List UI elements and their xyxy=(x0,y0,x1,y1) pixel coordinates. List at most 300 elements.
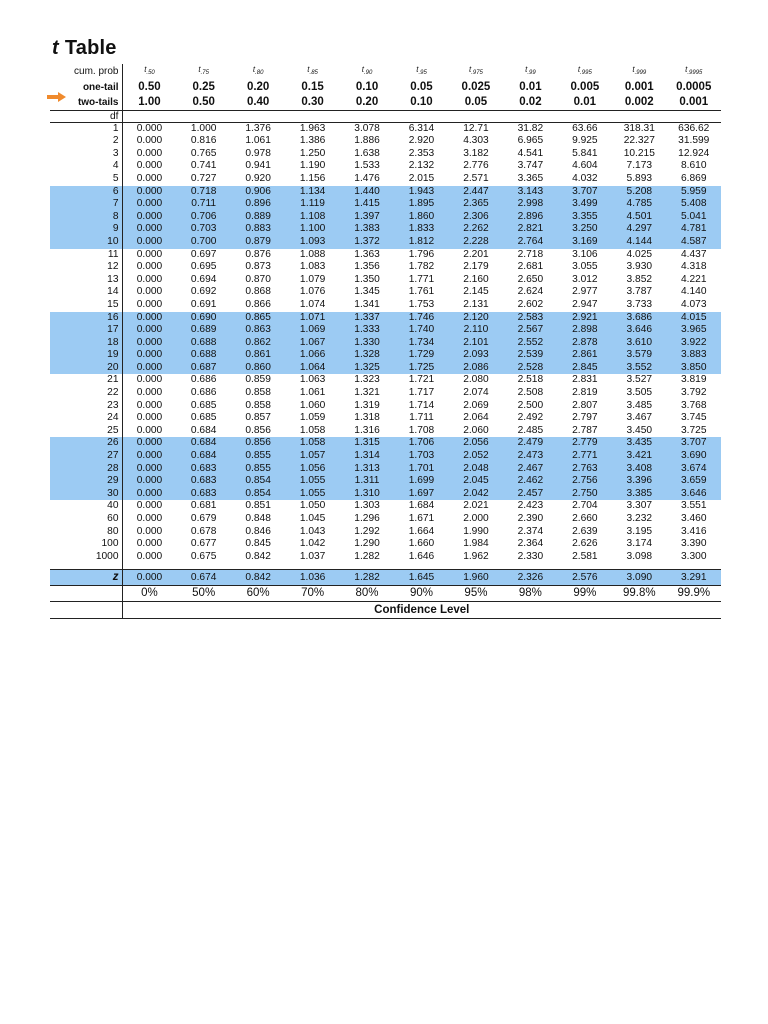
value-cell: 2.845 xyxy=(558,362,612,375)
value-cell: 5.408 xyxy=(667,198,721,211)
table-row xyxy=(50,160,721,173)
df-cell: 29 xyxy=(50,475,122,488)
df-cell: 21 xyxy=(50,374,122,387)
value-cell: 0.000 xyxy=(136,399,163,411)
value-cell: 1.740 xyxy=(394,324,448,337)
value-cell: 2.120 xyxy=(449,312,503,325)
confidence-value: 99.9% xyxy=(667,586,721,602)
value-cell: 2.528 xyxy=(503,362,557,375)
table-row xyxy=(50,135,721,148)
cum-prob-cell xyxy=(612,64,666,80)
value-cell: 3.250 xyxy=(558,223,612,236)
value-cell: 1.060 xyxy=(299,399,326,411)
value-cell: 3.707 xyxy=(558,186,612,199)
value-cell: 0.000 xyxy=(122,211,176,224)
value-cell: 2.552 xyxy=(503,337,557,350)
two-tails-value: 0.002 xyxy=(612,95,666,111)
df-cell: 23 xyxy=(50,400,122,413)
value-cell: 1.156 xyxy=(299,172,326,184)
table-row xyxy=(50,299,721,312)
value-cell: 1.067 xyxy=(285,337,339,350)
two-tails-value: 0.30 xyxy=(285,95,339,111)
value-cell: 3.355 xyxy=(558,211,612,224)
value-cell: 2.998 xyxy=(503,198,557,211)
value-cell: 2.878 xyxy=(558,337,612,350)
value-cell: 1.296 xyxy=(354,513,380,524)
value-cell: 0.690 xyxy=(176,312,230,325)
df-spacer xyxy=(558,110,612,122)
value-cell: 4.140 xyxy=(681,286,707,298)
one-tail-value: 0.0005 xyxy=(676,80,712,93)
table-row xyxy=(50,538,721,551)
value-cell: 2.750 xyxy=(558,488,612,501)
value-cell: 2.821 xyxy=(503,223,557,236)
value-cell: 1.043 xyxy=(299,525,326,537)
value-cell: 3.232 xyxy=(626,513,653,524)
value-cell: 3.098 xyxy=(626,550,653,562)
value-cell: 0.851 xyxy=(245,500,271,512)
table-row xyxy=(50,450,721,463)
value-cell: 1.057 xyxy=(285,450,339,463)
value-cell: 2.626 xyxy=(572,538,598,550)
value-cell: 3.396 xyxy=(612,475,666,488)
value-cell: 3.792 xyxy=(681,387,707,399)
value-cell: 0.683 xyxy=(176,488,230,501)
value-cell: 1.058 xyxy=(285,437,339,450)
value-cell: 1.064 xyxy=(285,362,339,375)
value-cell: 1.860 xyxy=(394,211,448,224)
t-symbol: t xyxy=(525,65,528,74)
value-cell: 3.106 xyxy=(572,248,598,260)
df-label: df xyxy=(50,110,122,122)
value-cell: 3.078 xyxy=(354,122,380,134)
value-cell: 0.941 xyxy=(245,160,271,172)
value-cell: 3.527 xyxy=(626,374,653,386)
value-cell: 0.000 xyxy=(136,135,163,147)
value-cell: 1.771 xyxy=(408,273,435,285)
cum-prob-cell xyxy=(176,64,230,80)
table-row xyxy=(50,551,721,564)
df-cell: 22 xyxy=(50,387,122,400)
value-cell: 10.215 xyxy=(623,147,655,159)
value-cell: 1.706 xyxy=(394,437,448,450)
value-cell: 0.677 xyxy=(190,538,217,550)
value-cell: 2.763 xyxy=(558,463,612,476)
value-cell: 4.221 xyxy=(681,273,707,285)
df-spacer xyxy=(340,110,394,122)
value-cell: 3.408 xyxy=(612,463,666,476)
value-cell: 2.571 xyxy=(463,172,489,184)
df-cell: 19 xyxy=(50,349,122,362)
two-tails-label: two-tails xyxy=(50,95,122,111)
value-cell: 1.697 xyxy=(394,488,448,501)
value-cell: 1.729 xyxy=(394,349,448,362)
df-cell: 28 xyxy=(50,463,122,476)
value-cell: 2.048 xyxy=(449,463,503,476)
value-cell: 2.921 xyxy=(558,312,612,325)
table-row xyxy=(50,387,721,400)
df-cell: 11 xyxy=(50,249,122,262)
t-subscript: .99 xyxy=(527,70,536,76)
t-symbol: t xyxy=(577,65,581,74)
value-cell: 0.000 xyxy=(122,437,176,450)
table-row xyxy=(50,148,721,161)
one-tail-value: 0.15 xyxy=(301,80,324,93)
value-cell: 4.318 xyxy=(681,261,707,273)
table-row xyxy=(50,198,721,211)
cum-prob-cell xyxy=(340,64,394,80)
value-cell: 4.587 xyxy=(667,236,721,249)
value-cell: 0.000 xyxy=(136,412,163,424)
value-cell: 6.965 xyxy=(517,135,544,147)
t-subscript: .975 xyxy=(471,70,483,76)
t-symbol: t xyxy=(144,65,147,74)
value-cell: 3.850 xyxy=(667,362,721,375)
value-cell: 4.437 xyxy=(681,248,707,260)
value-cell: 0.870 xyxy=(245,273,271,285)
value-cell: 0.846 xyxy=(245,525,271,537)
df-cell: 24 xyxy=(50,412,122,425)
value-cell: 0.845 xyxy=(245,538,271,550)
z-value: 1.282 xyxy=(340,570,394,586)
value-cell: 1.386 xyxy=(299,135,326,147)
value-cell: 3.922 xyxy=(667,337,721,350)
value-cell: 2.947 xyxy=(572,298,598,310)
value-cell: 2.262 xyxy=(449,223,503,236)
value-cell: 3.499 xyxy=(558,198,612,211)
value-cell: 2.131 xyxy=(463,298,489,310)
value-cell: 2.462 xyxy=(503,475,557,488)
value-cell: 1.069 xyxy=(285,324,339,337)
value-cell: 2.365 xyxy=(449,198,503,211)
value-cell: 2.306 xyxy=(449,211,503,224)
two-tails-value: 0.02 xyxy=(503,95,557,111)
value-cell: 5.959 xyxy=(667,186,721,199)
value-cell: 0.860 xyxy=(231,362,285,375)
value-cell: 2.390 xyxy=(517,513,544,524)
t-symbol: t xyxy=(361,65,364,74)
value-cell: 3.307 xyxy=(626,500,653,512)
value-cell: 1.037 xyxy=(299,550,326,562)
cum-prob-cell xyxy=(285,64,339,80)
value-cell: 2.704 xyxy=(572,500,598,512)
one-tail-value: 0.005 xyxy=(570,80,600,93)
value-cell: 0.684 xyxy=(190,424,217,436)
df-cell: 1000 xyxy=(50,551,122,564)
t-subscript: .999 xyxy=(634,70,647,76)
value-cell: 1.074 xyxy=(299,298,326,310)
z-row xyxy=(50,570,721,586)
value-cell: 0.683 xyxy=(176,475,230,488)
value-cell: 4.303 xyxy=(463,135,489,147)
value-cell: 2.508 xyxy=(517,387,544,399)
df-spacer xyxy=(285,110,339,122)
value-cell: 1.963 xyxy=(299,122,326,134)
value-cell: 1.061 xyxy=(299,387,326,399)
df-spacer xyxy=(394,110,448,122)
value-cell: 3.707 xyxy=(667,437,721,450)
confidence-spacer xyxy=(50,586,122,602)
z-value: 2.326 xyxy=(503,570,557,586)
value-cell: 12.924 xyxy=(678,147,710,159)
z-value: 0.674 xyxy=(176,570,230,586)
header-df-row xyxy=(50,110,721,122)
value-cell: 0.862 xyxy=(231,337,285,350)
value-cell: 1.321 xyxy=(354,387,380,399)
table-row xyxy=(50,513,721,526)
value-cell: 1.699 xyxy=(394,475,448,488)
value-cell: 4.501 xyxy=(612,211,666,224)
value-cell: 3.690 xyxy=(667,450,721,463)
value-cell: 1.990 xyxy=(463,525,489,537)
value-cell: 3.646 xyxy=(667,488,721,501)
value-cell: 0.000 xyxy=(122,337,176,350)
value-cell: 0.854 xyxy=(231,475,285,488)
value-cell: 0.687 xyxy=(176,362,230,375)
value-cell: 0.883 xyxy=(231,223,285,236)
value-cell: 4.015 xyxy=(667,312,721,325)
table-row xyxy=(50,223,721,236)
df-cell: 1 xyxy=(50,122,122,135)
table-row xyxy=(50,374,721,387)
value-cell: 0.000 xyxy=(136,550,163,562)
value-cell: 1.290 xyxy=(354,538,380,550)
value-cell: 2.479 xyxy=(503,437,557,450)
value-cell: 1.079 xyxy=(299,273,326,285)
value-cell: 3.174 xyxy=(626,538,653,550)
value-cell: 0.684 xyxy=(176,450,230,463)
value-cell: 1.350 xyxy=(354,273,380,285)
value-cell: 0.873 xyxy=(245,261,271,273)
two-tails-value: 0.05 xyxy=(449,95,503,111)
value-cell: 0.700 xyxy=(176,236,230,249)
value-cell: 3.169 xyxy=(558,236,612,249)
value-cell: 0.000 xyxy=(136,147,163,159)
t-symbol: t xyxy=(632,65,635,74)
value-cell: 3.195 xyxy=(626,525,653,537)
value-cell: 0.000 xyxy=(122,324,176,337)
value-cell: 0.863 xyxy=(231,324,285,337)
value-cell: 1.042 xyxy=(299,538,326,550)
z-value: 1.960 xyxy=(449,570,503,586)
value-cell: 2.581 xyxy=(572,550,598,562)
value-cell: 4.073 xyxy=(681,298,707,310)
confidence-value: 90% xyxy=(394,586,448,602)
value-cell: 2.064 xyxy=(463,412,489,424)
value-cell: 5.041 xyxy=(667,211,721,224)
df-spacer xyxy=(176,110,230,122)
two-tails-value: 0.001 xyxy=(667,95,721,111)
cum-prob-label: cum. prob xyxy=(50,64,122,80)
confidence-value: 95% xyxy=(449,586,503,602)
value-cell: 2.639 xyxy=(572,525,598,537)
table-row xyxy=(50,274,721,287)
value-cell: 1.984 xyxy=(463,538,489,550)
value-cell: 0.686 xyxy=(190,387,217,399)
value-cell: 2.920 xyxy=(408,135,435,147)
t-subscript: .90 xyxy=(363,70,373,76)
value-cell: 3.659 xyxy=(667,475,721,488)
one-tail-label: one-tail xyxy=(50,80,122,95)
value-cell: 3.485 xyxy=(626,399,653,411)
table-row xyxy=(50,236,721,249)
value-cell: 0.000 xyxy=(136,538,163,550)
table-row xyxy=(50,312,721,325)
value-cell: 3.768 xyxy=(681,399,707,411)
df-cell: 2 xyxy=(50,135,122,148)
value-cell: 1.440 xyxy=(340,186,394,199)
confidence-value: 60% xyxy=(231,586,285,602)
value-cell: 1.345 xyxy=(354,286,380,298)
value-cell: 1.782 xyxy=(408,261,435,273)
two-tails-value: 0.40 xyxy=(231,95,285,111)
value-cell: 0.816 xyxy=(190,135,217,147)
t-symbol: t xyxy=(307,65,310,74)
df-cell: 4 xyxy=(50,160,122,173)
value-cell: 1.318 xyxy=(354,412,380,424)
value-cell: 0.000 xyxy=(122,198,176,211)
value-cell: 1.753 xyxy=(408,298,435,310)
value-cell: 0.865 xyxy=(231,312,285,325)
table-row xyxy=(50,463,721,476)
df-cell: 100 xyxy=(50,538,122,551)
t-subscript: .9995 xyxy=(687,70,703,76)
value-cell: 3.300 xyxy=(681,550,707,562)
value-cell: 1.363 xyxy=(354,248,380,260)
df-cell: 6 xyxy=(50,186,122,199)
value-cell: 2.021 xyxy=(463,500,489,512)
cum-prob-cell xyxy=(667,64,721,80)
one-tail-value: 0.50 xyxy=(138,80,161,93)
value-cell: 3.365 xyxy=(517,172,544,184)
value-cell: 0.000 xyxy=(136,160,163,172)
value-cell: 3.674 xyxy=(667,463,721,476)
value-cell: 22.327 xyxy=(623,135,655,147)
value-cell: 1.250 xyxy=(299,147,326,159)
value-cell: 1.341 xyxy=(354,298,380,310)
value-cell: 0.000 xyxy=(122,236,176,249)
value-cell: 1.725 xyxy=(394,362,448,375)
value-cell: 2.228 xyxy=(449,236,503,249)
value-cell: 1.376 xyxy=(245,122,271,134)
value-cell: 1.708 xyxy=(408,424,435,436)
df-cell: 10 xyxy=(50,236,122,249)
value-cell: 0.896 xyxy=(231,198,285,211)
df-cell: 20 xyxy=(50,362,122,375)
t-symbol: t xyxy=(416,65,419,74)
df-spacer xyxy=(449,110,503,122)
value-cell: 1.134 xyxy=(285,186,339,199)
value-cell: 1.796 xyxy=(408,248,435,260)
cum-prob-cell xyxy=(122,64,176,80)
value-cell: 1.684 xyxy=(408,500,435,512)
value-cell: 0.000 xyxy=(136,424,163,436)
value-cell: 0.684 xyxy=(176,437,230,450)
df-cell: 14 xyxy=(50,286,122,299)
value-cell: 0.978 xyxy=(245,147,271,159)
value-cell: 1.093 xyxy=(285,236,339,249)
value-cell: 2.624 xyxy=(517,286,544,298)
one-tail-value: 0.10 xyxy=(355,80,379,93)
cum-prob-cell xyxy=(558,64,612,80)
value-cell: 318.31 xyxy=(623,122,655,134)
value-cell: 0.000 xyxy=(136,387,163,399)
value-cell: 3.745 xyxy=(681,412,707,424)
value-cell: 2.583 xyxy=(503,312,557,325)
value-cell: 0.711 xyxy=(176,198,230,211)
value-cell: 1.717 xyxy=(408,387,435,399)
value-cell: 0.868 xyxy=(245,286,271,298)
title-word: Table xyxy=(64,37,117,59)
value-cell: 0.920 xyxy=(245,172,271,184)
value-cell: 1.066 xyxy=(285,349,339,362)
value-cell: 2.567 xyxy=(503,324,557,337)
df-spacer xyxy=(667,110,721,122)
df-cell: 8 xyxy=(50,211,122,224)
value-cell: 1.714 xyxy=(408,399,435,411)
value-cell: 0.697 xyxy=(190,248,217,260)
cum-prob-cell xyxy=(394,64,448,80)
value-cell: 2.052 xyxy=(449,450,503,463)
value-cell: 3.819 xyxy=(681,374,707,386)
z-value: 1.036 xyxy=(285,570,339,586)
value-cell: 0.000 xyxy=(136,298,163,310)
value-cell: 7.173 xyxy=(626,160,653,172)
value-cell: 3.143 xyxy=(503,186,557,199)
title-t: t xyxy=(52,37,59,59)
value-cell: 1.721 xyxy=(408,374,435,386)
table-row xyxy=(50,337,721,350)
value-cell: 3.747 xyxy=(517,160,544,172)
table-row xyxy=(50,249,721,262)
value-cell: 3.385 xyxy=(612,488,666,501)
df-cell: 17 xyxy=(50,324,122,337)
value-cell: 31.599 xyxy=(678,135,710,147)
table-row xyxy=(50,349,721,362)
value-cell: 1.962 xyxy=(463,550,489,562)
value-cell: 2.353 xyxy=(408,147,435,159)
value-cell: 0.000 xyxy=(136,261,163,273)
value-cell: 0.691 xyxy=(190,298,217,310)
value-cell: 1.108 xyxy=(285,211,339,224)
value-cell: 4.025 xyxy=(626,248,653,260)
value-cell: 2.807 xyxy=(572,399,598,411)
value-cell: 1.088 xyxy=(299,248,326,260)
value-cell: 3.551 xyxy=(681,500,707,512)
two-tails-value: 0.20 xyxy=(340,95,394,111)
value-cell: 0.866 xyxy=(245,298,271,310)
two-tails-value: 1.00 xyxy=(122,95,176,111)
value-cell: 2.977 xyxy=(572,286,598,298)
value-cell: 1.638 xyxy=(354,147,380,159)
value-cell: 0.689 xyxy=(176,324,230,337)
value-cell: 0.000 xyxy=(122,488,176,501)
value-cell: 2.518 xyxy=(517,374,544,386)
value-cell: 3.883 xyxy=(667,349,721,362)
df-cell: 18 xyxy=(50,337,122,350)
value-cell: 2.364 xyxy=(517,538,544,550)
value-cell: 4.297 xyxy=(612,223,666,236)
value-cell: 0.000 xyxy=(122,362,176,375)
value-cell: 1.310 xyxy=(340,488,394,501)
value-cell: 1.316 xyxy=(354,424,380,436)
value-cell: 2.330 xyxy=(517,550,544,562)
value-cell: 2.602 xyxy=(517,298,544,310)
value-cell: 1.315 xyxy=(340,437,394,450)
value-cell: 0.685 xyxy=(190,399,217,411)
value-cell: 0.727 xyxy=(190,172,217,184)
value-cell: 0.718 xyxy=(176,186,230,199)
